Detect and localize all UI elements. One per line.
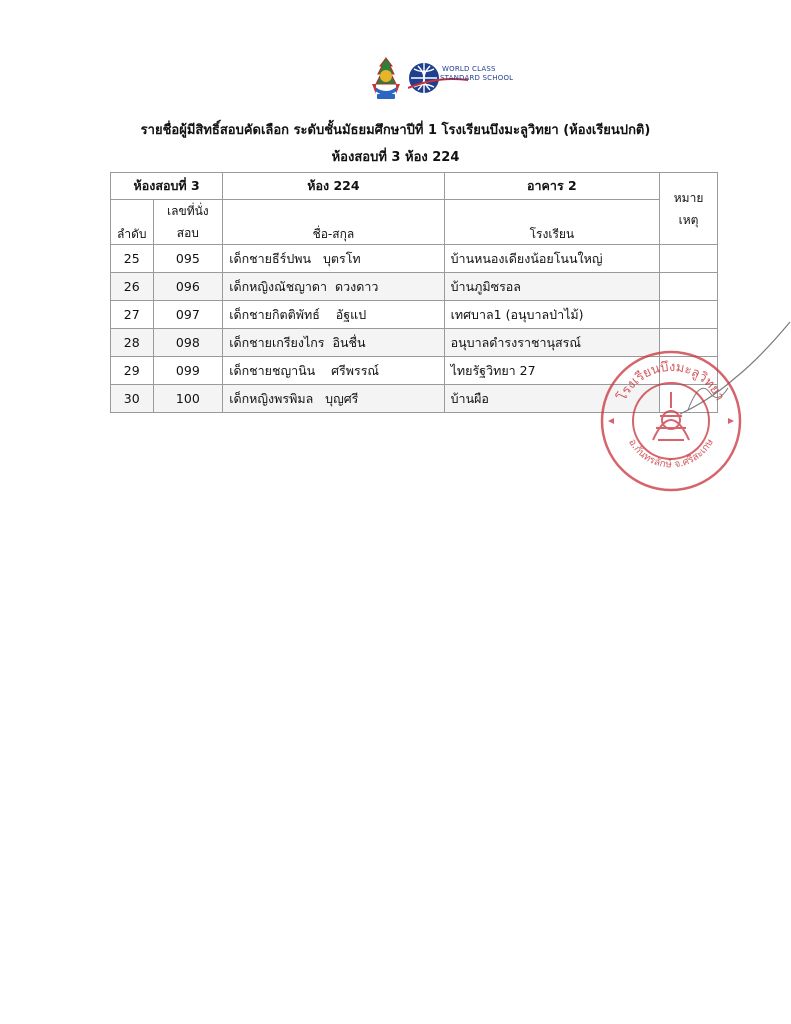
logo-text-standard-school: STANDARD SCHOOL <box>440 74 514 82</box>
row-order: 30 <box>111 385 154 413</box>
row-name: เด็กชายชญานิน ศรีพรรณ์ <box>223 357 444 385</box>
column-order-header: ลำดับ <box>111 200 154 245</box>
logo-text-world-class: WORLD CLASS <box>442 65 496 73</box>
row-seat: 098 <box>153 329 223 357</box>
row-school: บ้านหนองเดียงน้อยโนนใหญ่ <box>444 245 660 273</box>
table-row <box>111 245 718 273</box>
row-school: บ้านภูมิซรอล <box>444 273 660 301</box>
row-order: 29 <box>111 357 154 385</box>
header-room: ห้อง 224 <box>223 173 444 200</box>
row-school: บ้านผือ <box>444 385 660 413</box>
row-seat: 097 <box>153 301 223 329</box>
row-name: เด็กชายเกรียงไกร อินชื่น <box>223 329 444 357</box>
row-name: เด็กชายกิตติพัทธ์ อัฐแป <box>223 301 444 329</box>
header-remark <box>660 173 718 245</box>
header-remark-line1: หมาย <box>673 190 704 205</box>
table-row <box>111 273 718 301</box>
row-seat: 100 <box>153 385 223 413</box>
row-order: 25 <box>111 245 154 273</box>
table-row <box>111 301 718 329</box>
school-crest-icon <box>366 56 406 102</box>
column-name-header: ชื่อ-สกุล <box>223 200 444 245</box>
school-seal-stamp <box>598 348 744 494</box>
column-seat-header <box>153 200 223 245</box>
row-remark <box>660 245 718 273</box>
row-school: ไทยรัฐวิทยา 27 <box>444 357 660 385</box>
document-subtitle: ห้องสอบที่ 3 ห้อง 224 <box>331 150 460 165</box>
header-building: อาคาร 2 <box>444 173 660 200</box>
header-logos <box>366 56 516 104</box>
row-name: เด็กหญิงพรพิมล บุญศรี <box>223 385 444 413</box>
header-remark-line2: เหตุ <box>678 212 699 227</box>
row-seat: 095 <box>153 245 223 273</box>
seal-text-bottom: อ.กันทรลักษ์ จ.ศรีสะเกษ <box>626 437 716 471</box>
row-seat: 099 <box>153 357 223 385</box>
column-seat-header-line2: สอบ <box>176 226 199 240</box>
row-remark <box>660 273 718 301</box>
row-school: เทศบาล1 (อนุบาลป่าไม้) <box>444 301 660 329</box>
row-order: 28 <box>111 329 154 357</box>
row-seat: 096 <box>153 273 223 301</box>
row-name: เด็กหญิงณัชญาดา ดวงดาว <box>223 273 444 301</box>
header-exam-room: ห้องสอบที่ 3 <box>111 173 223 200</box>
row-order: 27 <box>111 301 154 329</box>
seal-text-top: โรงเรียนบึงมะลูวิทยา <box>614 359 728 404</box>
document-title: รายชื่อผู้มีสิทธิ์สอบคัดเลือก ระดับชั้นมัธยมศึกษาปีที่ 1 โรงเรียนบึงมะลูวิทยา (ห้องเรียนปกติ) <box>140 123 651 138</box>
row-school: อนุบาลดำรงราชานุสรณ์ <box>444 329 660 357</box>
row-name: เด็กชายธีร์ปพน บุตรโท <box>223 245 444 273</box>
column-seat-header-line1: เลขที่นั่ง <box>167 204 209 218</box>
column-school-header: โรงเรียน <box>444 200 660 245</box>
row-order: 26 <box>111 273 154 301</box>
